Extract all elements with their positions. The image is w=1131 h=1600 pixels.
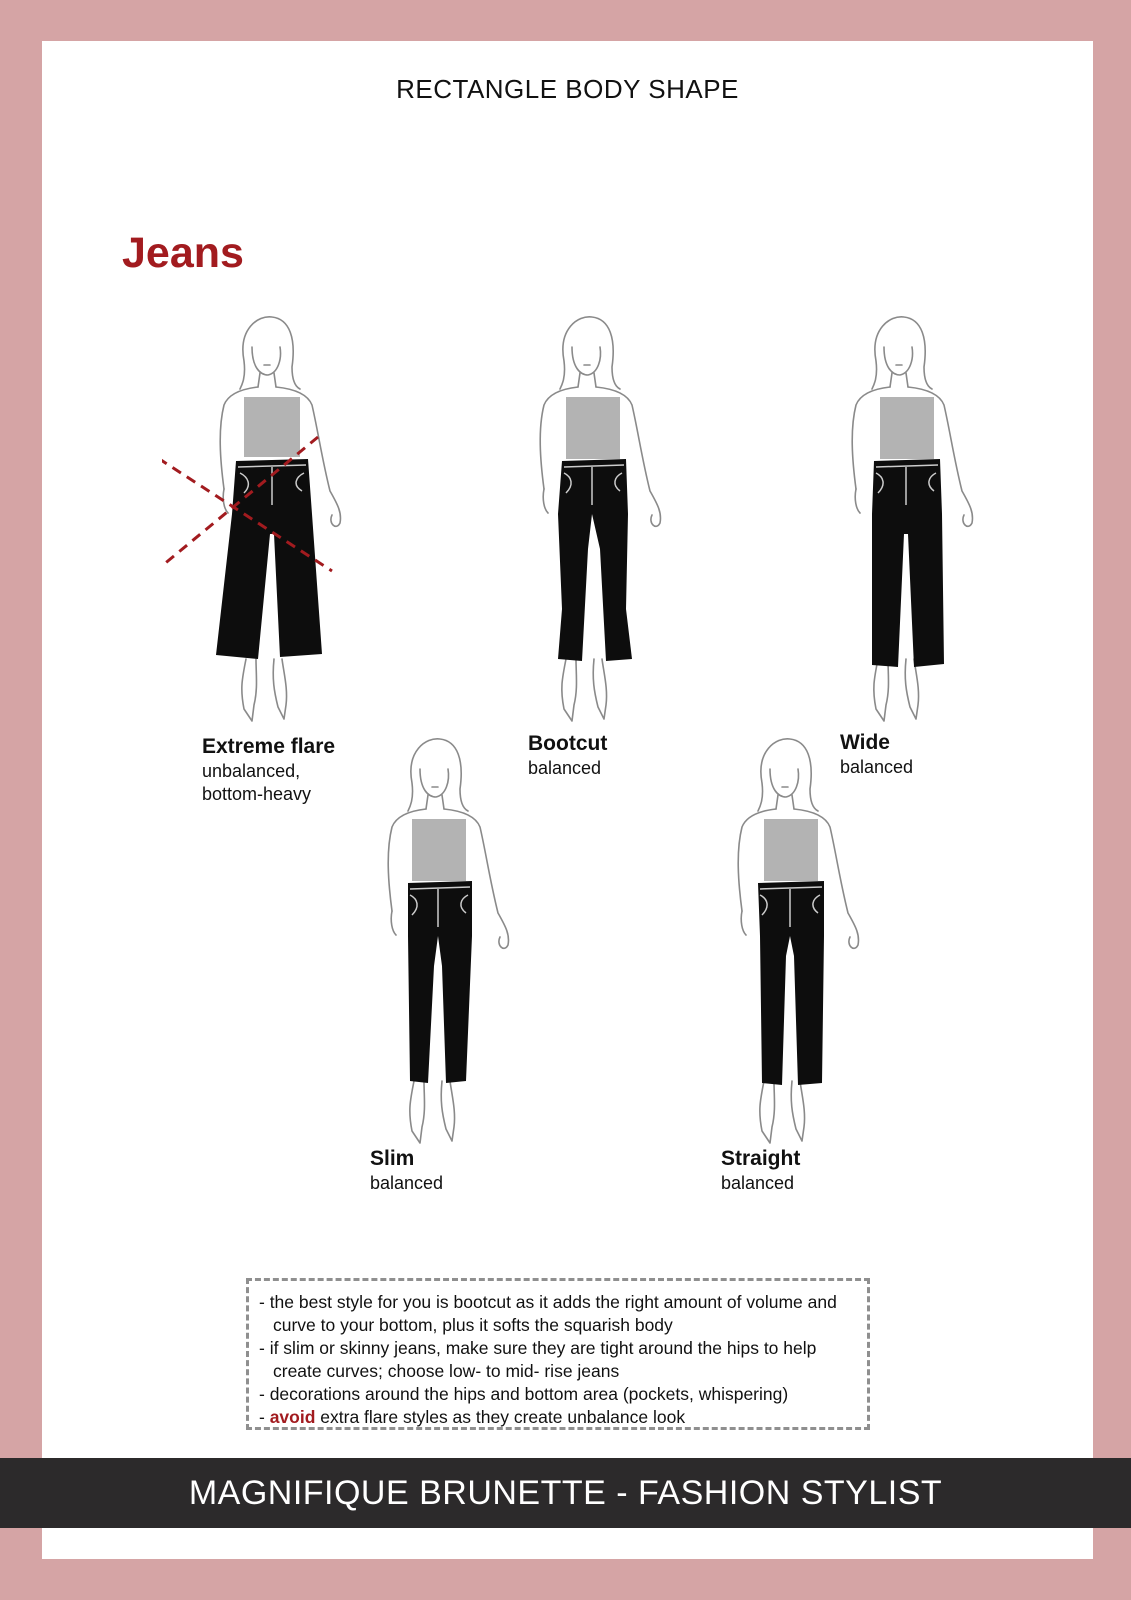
tip-prefix: -: [259, 1407, 270, 1427]
tip-rest: extra flare styles as they create unbalance look: [315, 1407, 686, 1427]
tip-item-avoid: [259, 1406, 867, 1429]
style-name: Slim: [370, 1147, 415, 1170]
tip-item: - the best style for you is bootcut as it adds the right amount of volume and curve to your bottom, plus it softs the squarish body: [259, 1292, 837, 1335]
page-header-title: RECTANGLE BODY SHAPE: [396, 74, 739, 104]
figure-slim-icon: [330, 731, 530, 1151]
footer-banner: MAGNIFIQUE BRUNETTE - FASHION STYLIST: [0, 1458, 1131, 1528]
style-note: balanced: [370, 1173, 444, 1193]
page-sheet: [42, 41, 1093, 1559]
tips-box: [246, 1278, 870, 1430]
figure-bootcut-icon: [482, 309, 682, 729]
label-straight: [721, 1146, 961, 1195]
style-note: balanced: [528, 758, 602, 778]
style-name: Bootcut: [528, 732, 608, 755]
tip-item: - if slim or skinny jeans, make sure they are tight around the hips to help create curves; choose low- to mid- rise jeans: [259, 1338, 817, 1381]
style-note: unbalanced, bottom-heavy: [202, 761, 312, 804]
style-name: Extreme flare: [202, 735, 336, 758]
style-note: balanced: [840, 757, 914, 777]
figure-wide-icon: [794, 309, 994, 729]
style-name: Wide: [840, 731, 890, 754]
label-slim: [370, 1146, 610, 1195]
figure-extreme-flare-icon: [162, 309, 362, 729]
figure-straight-icon: [680, 731, 880, 1151]
style-note: balanced: [721, 1173, 795, 1193]
tip-item: - decorations around the hips and bottom area (pockets, whispering): [259, 1384, 789, 1404]
avoid-highlight: avoid: [269, 1407, 316, 1427]
style-name: Straight: [721, 1147, 801, 1170]
section-title: Jeans: [122, 229, 244, 277]
tips-list: [259, 1291, 867, 1429]
